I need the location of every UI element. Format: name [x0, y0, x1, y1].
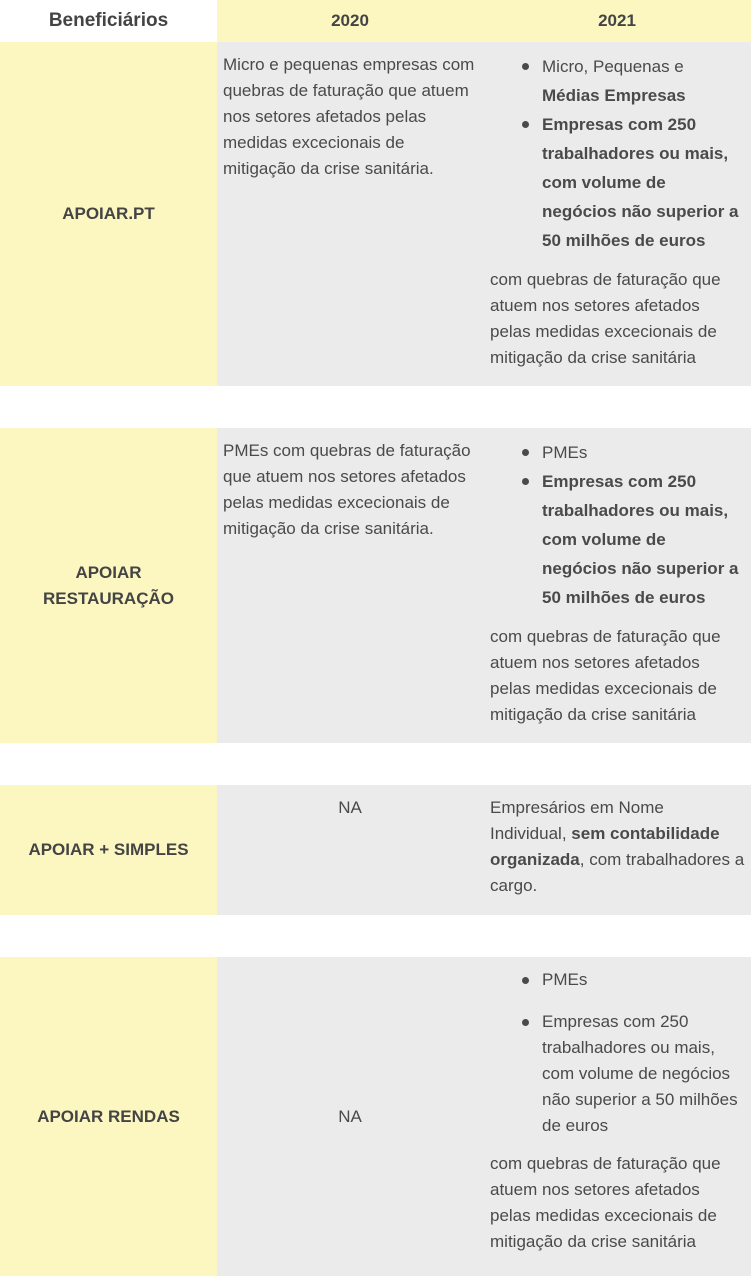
- cell-bold-text: sem contabilidade organizada: [490, 824, 720, 869]
- row-name-label: APOIAR RENDAS: [37, 1106, 180, 1126]
- row-name-apoiar-rendas: [0, 957, 217, 1276]
- row-apoiar-pt-2021: [483, 42, 751, 386]
- row-name-label: APOIAR + SIMPLES: [28, 840, 189, 859]
- row-apoiar-simples-2020: [217, 785, 483, 915]
- row-name-apoiar-simples: [0, 785, 217, 915]
- bullet-text: Empresas com 250 trabalhadores ou mais, com volume de negócios não superior a 50 milhões de euros: [542, 115, 739, 250]
- bullet-text: PMEs: [542, 443, 588, 462]
- row-apoiar-restauracao-2021: [483, 428, 751, 743]
- list-item: [490, 438, 745, 467]
- header-beneficiarios-label: Beneficiários: [48, 10, 169, 31]
- bullet-list: [490, 52, 745, 255]
- row-apoiar-simples-2021: [483, 785, 751, 915]
- header-2021-label: 2021: [598, 11, 636, 30]
- row-apoiar-rendas-2021: [483, 957, 751, 1276]
- row-name-line1: APOIAR: [75, 562, 142, 582]
- row-name-apoiar-pt: [0, 42, 217, 386]
- bullet-text: Empresas com 250 trabalhadores ou mais, com volume de negócios não superior a 50 milhões de euros: [542, 1012, 738, 1135]
- bullet-text: Empresas com 250 trabalhadores ou mais, com volume de negócios não superior a 50 milhões de euros: [542, 472, 739, 607]
- bullet-list: [490, 967, 745, 1139]
- row-name-line2: RESTAURAÇÃO: [43, 588, 174, 608]
- list-item: [490, 110, 745, 255]
- list-item: [490, 52, 745, 110]
- list-item: [490, 967, 745, 993]
- cell-text: , com trabalhadores a cargo.: [490, 850, 745, 895]
- header-beneficiarios: [0, 0, 217, 42]
- bullet-text: PMEs: [542, 970, 588, 989]
- header-2020-label: 2020: [331, 11, 369, 30]
- bullet-bold-text: Médias Empresas: [542, 86, 686, 105]
- cell-text: PMEs com quebras de faturação que atuem nos setores afetados pelas medidas excecionais de mitigação da crise sanitária.: [223, 441, 471, 538]
- cell-text: Micro e pequenas empresas com quebras de faturação que atuem nos setores afetados pelas medidas excecionais de mitigação da crise sanitária.: [223, 55, 475, 178]
- list-item: [490, 1009, 745, 1139]
- bullet-text: Micro, Pequenas e: [542, 57, 684, 76]
- row-apoiar-rendas-2020: [217, 957, 483, 1276]
- cell-text: NA: [338, 1106, 362, 1126]
- header-2020: [217, 0, 483, 42]
- header-2021: [483, 0, 751, 42]
- cell-text: Empresários em Nome Individual,: [490, 798, 664, 843]
- after-text: com quebras de faturação que atuem nos setores afetados pelas medidas excecionais de mitigação da crise sanitária: [490, 627, 721, 724]
- bullet-list: [490, 438, 745, 612]
- row-apoiar-pt-2020: [217, 42, 483, 386]
- after-text: com quebras de faturação que atuem nos setores afetados pelas medidas excecionais de mitigação da crise sanitária: [490, 270, 721, 367]
- cell-text: NA: [338, 798, 362, 817]
- row-name-label: APOIAR.PT: [62, 204, 155, 223]
- after-text: com quebras de faturação que atuem nos setores afetados pelas medidas excecionais de mitigação da crise sanitária: [490, 1154, 721, 1251]
- list-item: [490, 467, 745, 612]
- row-name-apoiar-restauracao: [0, 428, 217, 743]
- row-apoiar-restauracao-2020: [217, 428, 483, 743]
